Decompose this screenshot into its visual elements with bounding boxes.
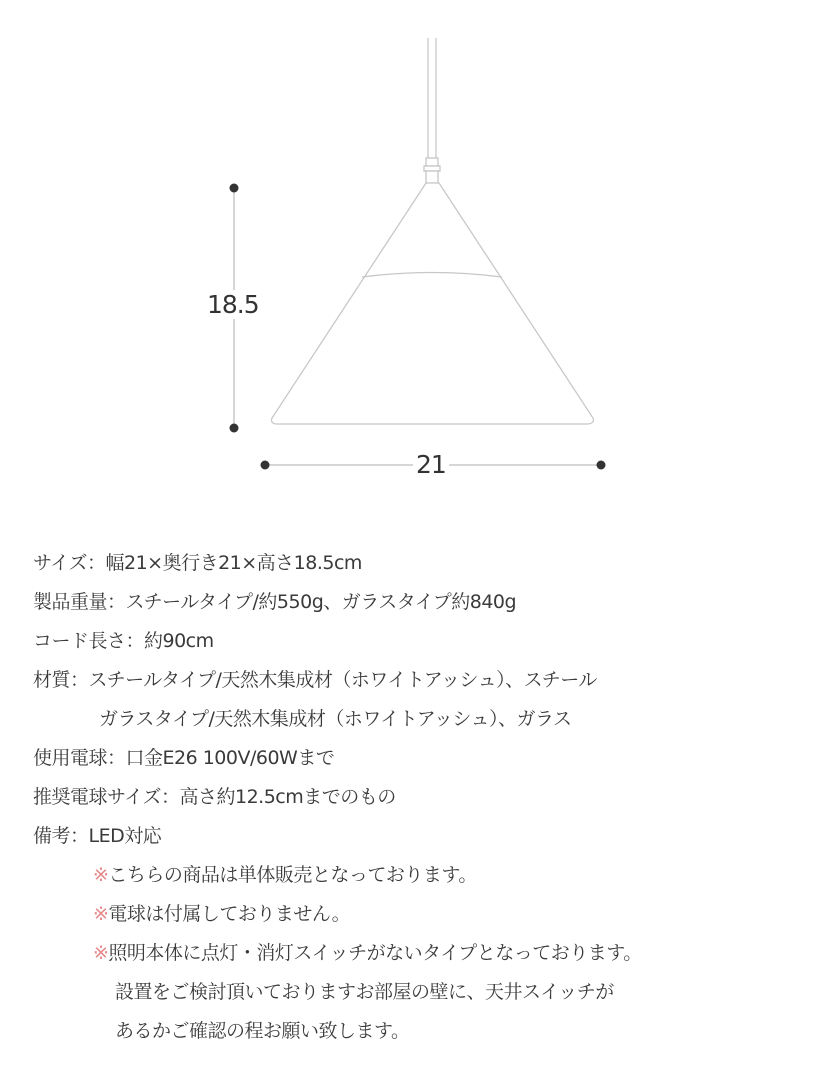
spec-material: 材質：スチールタイプ/天然木集成材（ホワイトアッシュ）、スチール xyxy=(33,669,597,691)
note-text: 照明本体に点灯・消灯スイッチがないタイプとなっております。 xyxy=(108,942,642,964)
lamp-socket-cap xyxy=(424,158,440,183)
spec-cord-length: コード長さ：約90cm xyxy=(33,630,214,652)
spec-material-glass: ガラスタイプ/天然木集成材（ホワイトアッシュ）、ガラス xyxy=(99,708,572,730)
spec-recommended-bulb-size: 推奨電球サイズ：高さ約12.5cmまでのもの xyxy=(33,786,396,808)
pendant-lamp-drawing xyxy=(0,0,815,500)
note-text: 電球は付属しておりません。 xyxy=(108,903,351,925)
note-item xyxy=(93,895,803,934)
lamp-dimension-diagram xyxy=(0,0,815,500)
note-continuation: あるかご確認の程お願い致します。 xyxy=(115,1020,410,1042)
note-item xyxy=(93,934,803,973)
lamp-shade xyxy=(272,183,594,424)
note-continuation: 設置をご検討頂いておりますお部屋の壁に、天井スイッチが xyxy=(115,981,614,1003)
note-asterisk-icon: ※ xyxy=(93,942,109,964)
notes xyxy=(33,856,803,1051)
spec-size: サイズ：幅21×奥行き21×高さ18.5cm xyxy=(33,552,362,574)
note-asterisk-icon: ※ xyxy=(93,903,109,925)
spec-bulb: 使用電球：口金E26 100V/60Wまで xyxy=(33,747,335,769)
note-asterisk-icon: ※ xyxy=(93,864,109,886)
note-text: こちらの商品は単体販売となっております。 xyxy=(108,864,477,886)
note-item xyxy=(93,856,803,895)
spec-weight: 製品重量：スチールタイプ/約550g、ガラスタイプ約840g xyxy=(33,591,517,613)
product-specifications xyxy=(33,544,803,1051)
spec-remarks: 備考：LED対応 xyxy=(33,825,162,847)
width-dimension-label: 21 xyxy=(413,452,449,477)
height-dimension-label: 18.5 xyxy=(207,290,259,319)
lamp-cord xyxy=(428,38,436,158)
